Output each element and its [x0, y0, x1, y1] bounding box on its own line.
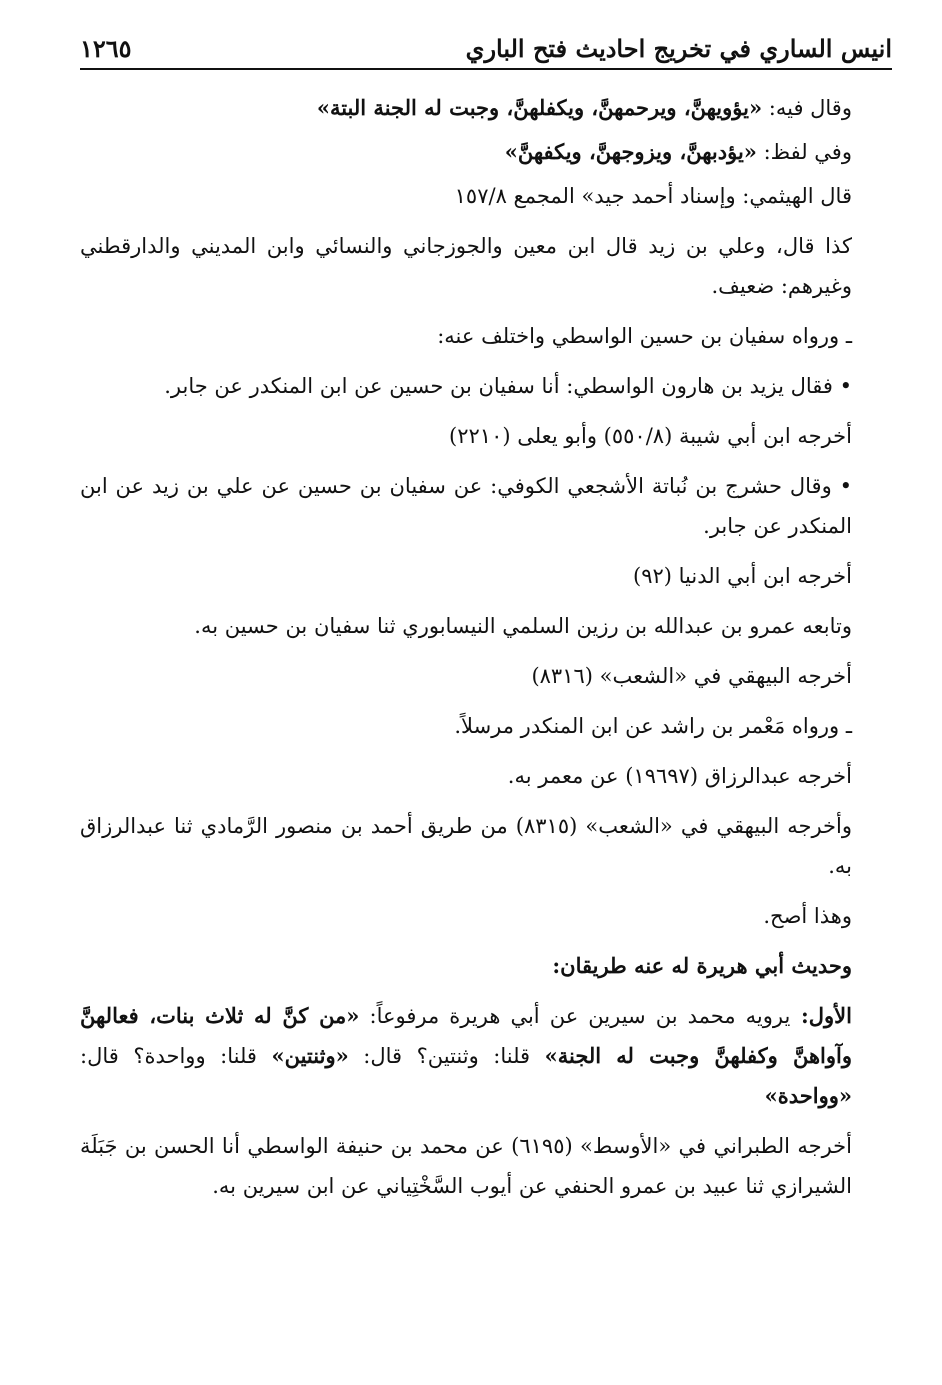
running-title: انيس الساري في تخريج احاديث فتح الباري: [465, 34, 892, 63]
paragraph-10: وتابعه عمرو بن عبدالله بن رزين السلمي النيسابوري ثنا سفيان بن حسين به.: [194, 614, 852, 638]
paragraph-15: وهذا أصح.: [763, 904, 852, 928]
hadith-quote: «وواحدة»: [764, 1083, 852, 1108]
paragraph-3: قال الهيثمي: وإسناد أحمد جيد» المجمع ١٥٧/٨: [454, 184, 852, 208]
hadith-quote: «من كنَّ له ثلاث بنات، فعالهنَّ وآواهنَّ وكفلهنَّ وجبت له الجنة»: [80, 1003, 852, 1068]
paragraph-7: أخرجه ابن أبي شيبة (٥٥٠/٨) وأبو يعلى (٢٢١٠): [449, 424, 852, 448]
text-run: وفي لفظ:: [756, 140, 852, 164]
hadith-quote: «وثنتين»: [271, 1043, 349, 1068]
page-number: ١٢٦٥: [80, 34, 132, 63]
text-run: يرويه محمد بن سيرين عن أبي هريرة مرفوعاً:: [359, 1004, 791, 1028]
page-header: [80, 30, 892, 70]
section-heading: وحديث أبي هريرة له عنه طريقان:: [552, 953, 852, 978]
paragraph-12: ـ ورواه مَعْمر بن راشد عن ابن المنكدر مرسلاً.: [454, 714, 852, 738]
paragraph-6: • فقال يزيد بن هارون الواسطي: أنا سفيان بن حسين عن ابن المنكدر عن جابر.: [164, 374, 852, 398]
text-run: وقال فيه:: [762, 96, 852, 120]
paragraph-8: • وقال حشرج بن نُباتة الأشجعي الكوفي: عن سفيان بن حسين عن علي بن زيد عن ابن المنكدر عن جابر.: [80, 474, 852, 538]
paragraph-5: ـ ورواه سفيان بن حسين الواسطي واختلف عنه:: [437, 324, 852, 348]
paragraph-9: أخرجه ابن أبي الدنيا (٩٢): [633, 564, 852, 588]
hadith-quote: «يؤويهنَّ، ويرحمهنَّ، ويكفلهنَّ، وجبت له الجنة البتة»: [316, 95, 763, 120]
paragraph-13: أخرجه عبدالرزاق (١٩٦٩٧) عن معمر به.: [507, 764, 852, 788]
paragraph-1: [80, 88, 892, 128]
paragraph-11: أخرجه البيهقي في «الشعب» (٨٣١٦): [531, 664, 852, 688]
paragraph-2: [80, 132, 892, 172]
first-label: الأول:: [790, 1003, 852, 1028]
paragraph-18: أخرجه الطبراني في «الأوسط» (٦١٩٥) عن محمد بن حنيفة الواسطي أنا الحسن بن جَبَلَة الشيرازي ثنا عبيد بن عمرو الحنفي عن أيوب السَّخْتِياني عن ابن سيرين به.: [80, 1134, 852, 1198]
paragraph-14: وأخرجه البيهقي في «الشعب» (٨٣١٥) من طريق أحمد بن منصور الرَّمادي ثنا عبدالرزاق به.: [80, 814, 852, 878]
text-run: قلنا: وثنتين؟ قال:: [348, 1044, 545, 1068]
paragraph-4: كذا قال، وعلي بن زيد قال ابن معين والجوزجاني والنسائي وابن المديني والدارقطني وغيرهم: ضعيف.: [80, 234, 852, 298]
text-run: قلنا: وواحدة؟ قال:: [80, 1044, 272, 1068]
page-body: [80, 88, 892, 1216]
hadith-quote: «يؤدبهنَّ، ويزوجهنَّ، ويكفهنَّ»: [504, 139, 757, 164]
paragraph-17: [80, 996, 892, 1116]
